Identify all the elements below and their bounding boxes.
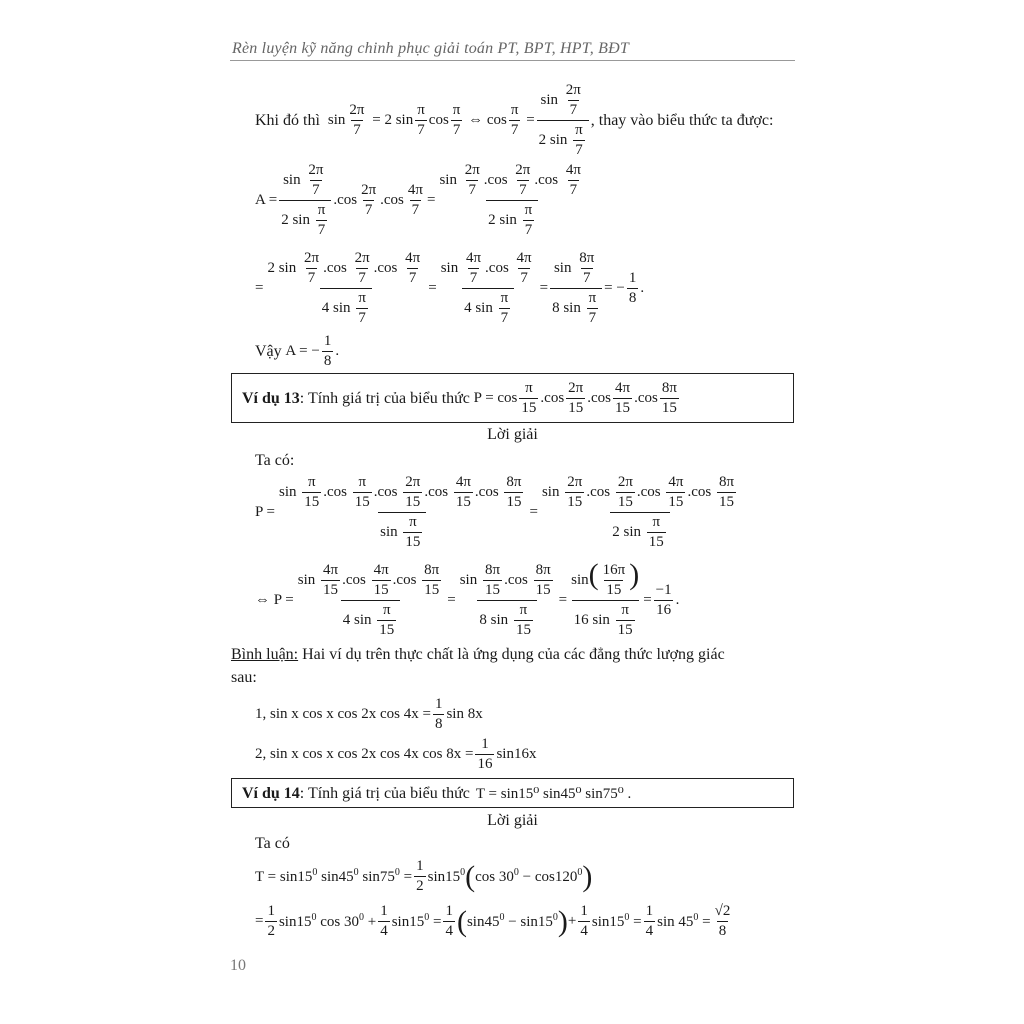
identity-1-num: 1 (434, 696, 443, 712)
conclusion-a: Vậy A = − $\frac{1}{8}$ . (255, 333, 340, 369)
equation-t-line1: $T = \sin 15^0$ $\sin 45^0$ $\sin 75^0$ = $\frac{1}{2}$ $\sin 15^0$ ( $\cos 30^0 - \cos 120^0$ ) (255, 858, 593, 894)
identity-2-lhs: 2, sin x cos x cos 2x cos 4x cos 8x = (255, 746, 474, 762)
example-13-solution-title: Lời giải (487, 426, 538, 443)
identity-1-lhs: 1, sin x cos x cos 2x cos 4x = (255, 706, 431, 722)
example-14-box (231, 778, 794, 808)
example-14-text: : Tính giá trị của biểu thức (299, 784, 470, 802)
page-number: 10 (230, 957, 246, 974)
commentary-text2: sau: (231, 669, 257, 686)
equation-a-line2: = 2 sin $\frac{2\pi}{7}$ .cos $\frac{2\pi}{7}$ .cos $\frac{4\pi}{7}$ 4 sin $\frac{\pi}{7}$ = sin $\frac{4\pi}{7}$ .cos $\frac{4\pi}{7}$ 4 sin $\frac{\pi}{7}$ = sin $\frac{8\pi}{7}$ 8 sin $\frac{\pi}{7}$ = − $\frac{1}{8}$ . (255, 250, 645, 326)
intro-tail: , thay vào biểu thức ta được: (590, 111, 774, 129)
conclusion-den: 8 (323, 353, 332, 369)
commentary (231, 646, 801, 664)
commentary-text: Hai ví dụ trên thực chất là ứng dụng của các đẳng thức lượng giác (302, 646, 725, 663)
conclusion-num: 1 (323, 333, 332, 349)
header-rule (230, 60, 795, 61)
page-header: Rèn luyện kỹ năng chinh phục giải toán PT, BPT, HPT, BĐT (232, 40, 629, 57)
intro-lead: Khi đó thì (255, 111, 320, 129)
identity-2-num: 1 (481, 736, 489, 752)
identity-2 (255, 736, 536, 773)
example-14-ta-co: Ta có (255, 835, 290, 852)
example-13-label: Ví dụ 13 (242, 389, 300, 407)
equation-t-line2: = $\frac{1}{2}$ $\sin 15^0$ $\cos 30^0$ + $\frac{1}{4}$ $\sin 15^0$ = $\frac{1}{4}$ ( $\sin 45^0 - \sin 15^0$ ) + $\frac{1}{4}$ $\sin 15^0$ = $\frac{1}{4}$ $\sin 45^0$ = $\frac{√2}{8}$ (255, 903, 731, 939)
identity-1 (255, 696, 483, 733)
identity-1-den: 8 (434, 716, 443, 732)
example-14-label: Ví dụ 14 (242, 784, 300, 802)
intro-line: Khi đó thì sin $\frac{2\pi}{7}$ = 2 sin $\frac{\pi}{7}$ cos $\frac{\pi}{7}$ ⇔ cos $\frac{\pi}{7}$ = sin $\frac{2\pi}{7}$ 2 sin $\frac{\pi}{7}$ , thay vào biểu thức ta được: (255, 82, 774, 158)
identity-2-rhs: sin16x (496, 746, 537, 762)
equation-p-line1: P = sin $\frac{\pi}{15}$ .cos $\frac{\pi}{15}$ .cos $\frac{2\pi}{15}$ .cos $\frac{4\pi}{15}$ .cos $\frac{8\pi}{15}$ sin $\frac{\pi}{15}$ = sin $\frac{2\pi}{15}$ .cos $\frac{2\pi}{15}$ .cos $\frac{4\pi}{15}$ .cos $\frac{8\pi}{15}$ 2 sin $\frac{\pi}{15}$ (255, 474, 735, 550)
conclusion-label: Vậy (255, 342, 282, 360)
identity-2-den: 16 (477, 756, 493, 772)
example-13-box: Ví dụ 13 : Tính giá trị của biểu thức P = cos $\frac{\pi}{15}$ .cos $\frac{2\pi}{15}$ .cos $\frac{4\pi}{15}$ .cos $\frac{8\pi}{15}$ (231, 373, 794, 423)
commentary-label: Bình luận: (231, 646, 299, 663)
example-13-ta-co: Ta có: (255, 452, 295, 469)
example-13-text: : Tính giá trị của biểu thức (299, 389, 470, 407)
identity-1-rhs: sin 8x (446, 706, 483, 722)
example-14-expression: T = sin15⁰ sin45⁰ sin75⁰ . (475, 786, 632, 802)
equation-a-line1: A = sin $\frac{2\pi}{7}$ 2 sin $\frac{\pi}{7}$ .cos $\frac{2\pi}{7}$ .cos $\frac{4\pi}{7}$ = sin $\frac{2\pi}{7}$ .cos $\frac{2\pi}{7}$ .cos $\frac{4\pi}{7}$ 2 sin $\frac{\pi}{7}$ (255, 162, 581, 238)
equation-p-line2: ⇔ P = sin $\frac{4\pi}{15}$ .cos $\frac{4\pi}{15}$ .cos $\frac{8\pi}{15}$ 4 sin $\frac{\pi}{15}$ = sin $\frac{8\pi}{15}$ .cos $\frac{8\pi}{15}$ 8 sin $\frac{\pi}{15}$ = sin( $\frac{16\pi}{15}$ ) 16 sin $\frac{\pi}{15}$ = $\frac{-1}{16}$ . (255, 557, 680, 638)
example-14-solution-title: Lời giải (487, 812, 538, 829)
